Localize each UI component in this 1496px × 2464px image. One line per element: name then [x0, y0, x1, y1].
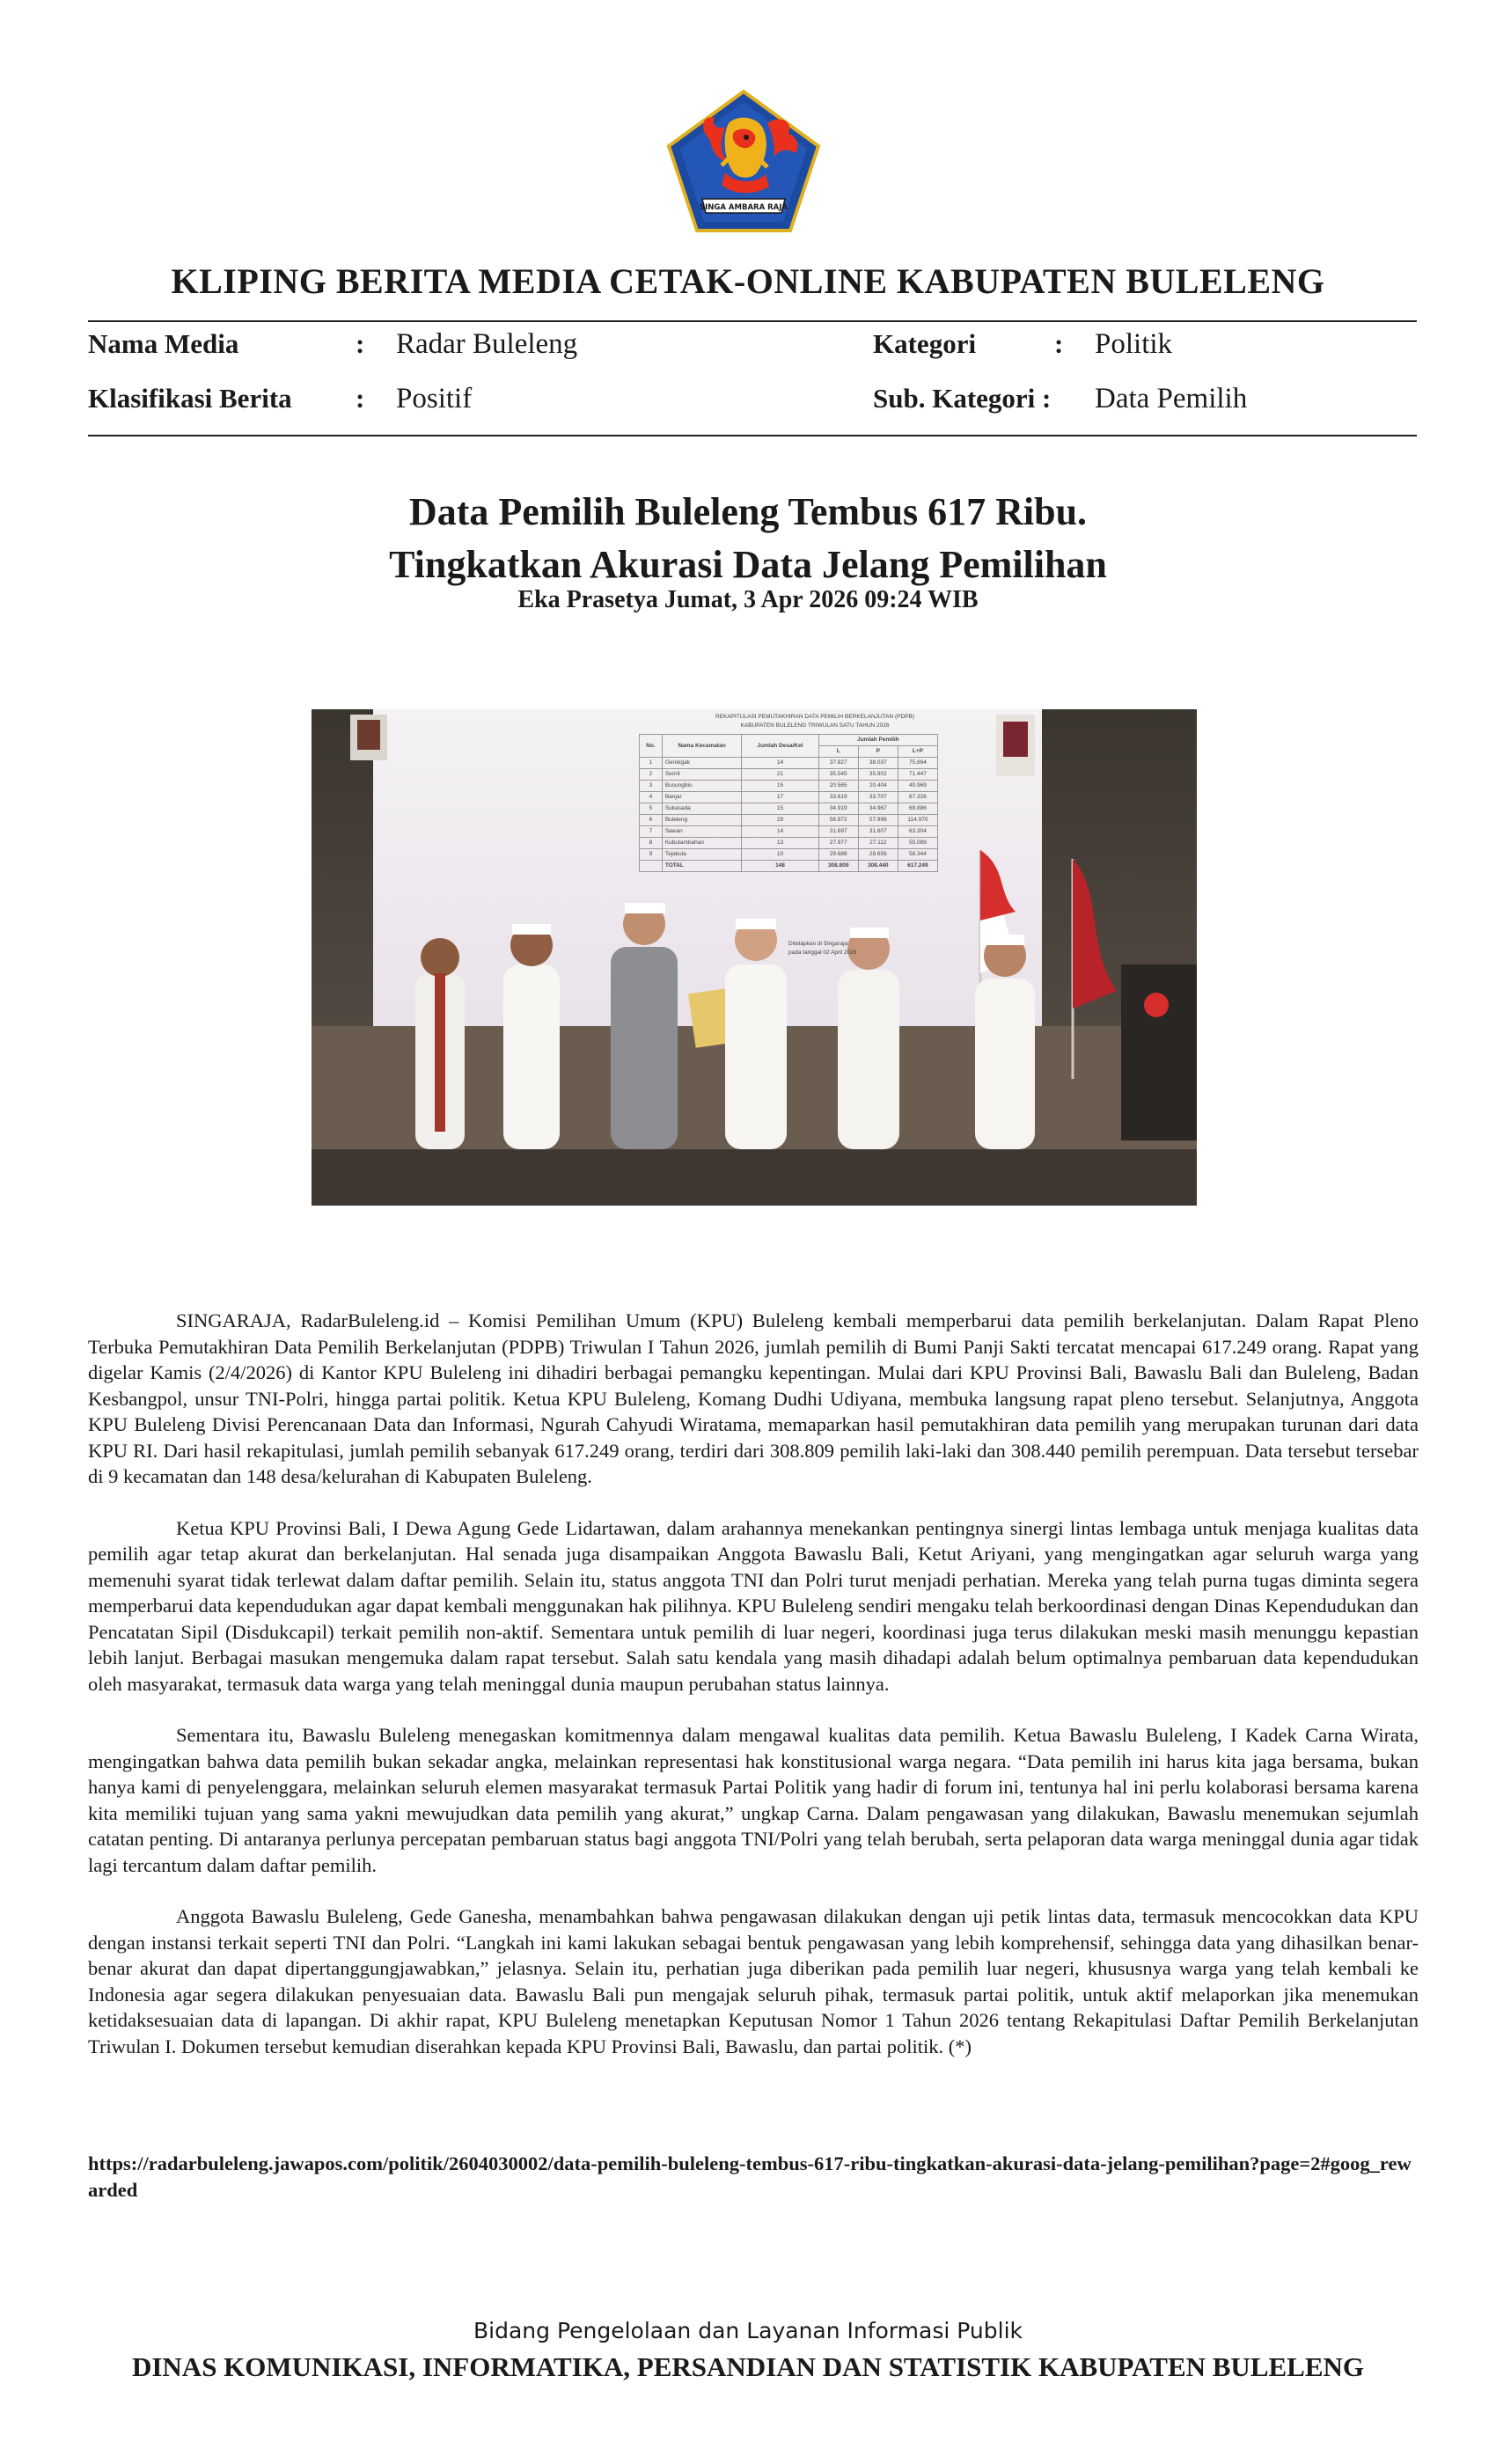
table-body: [640, 758, 938, 872]
klasifikasi-value: Positif: [396, 383, 473, 414]
table-cell: 308.809: [818, 861, 858, 872]
table-cell: 31.607: [858, 826, 898, 838]
table-cell: Sawan: [662, 826, 742, 838]
sub-kategori-label: Sub. Kategori :: [873, 383, 1052, 414]
table-cell: 2: [640, 769, 663, 781]
table-cell: 17: [742, 792, 818, 803]
table-cell: 33.707: [858, 792, 898, 803]
table-total-row: [640, 861, 938, 872]
table-cell: 7: [640, 826, 663, 838]
article-title: [0, 486, 1496, 591]
kategori-separator: :: [1054, 328, 1064, 359]
screen-title-2: KABUPATEN BULELENG TRIWULAN SATU TAHUN 2026: [740, 722, 890, 729]
article-paragraph: Sementara itu, Bawaslu Buleleng menegaskan komitmennya dalam mengawal kualitas data pemilih. Ketua Bawaslu Buleleng, I Kadek Carna Wirata, mengingatkan bahwa data pemilih bukan sekadar angka, melainkan representasi hak konstitusional warga negara. “Data pemilih ini harus kita jaga bersama, bukan hanya kami di penyelenggara, melainkan seluruh elemen masyarakat termasuk Partai Politik yang hadir di forum ini, tentunya hal ini perlu kolaborasi bersama karena kita memiliki tujuan yang sama yakni mewujudkan data pemilih yang akurat,” ungkap Carna. Dalam pengawasan yang dilakukan, Bawaslu menemukan sejumlah catatan penting. Di antaranya perlunya percepatan pembaruan status bagi anggota TNI/Polri yang telah berubah, serta pelaporan data warga meninggal dunia agar tidak lagi tercantum dalam daftar pemilih.: [88, 1724, 1419, 1876]
footer-division: Bidang Pengelolaan dan Layanan Informasi Publik: [473, 2318, 1023, 2343]
table-cell: 9: [640, 849, 663, 861]
table-row: [640, 769, 938, 781]
top-rule: [88, 320, 1417, 322]
table-cell: Tejakula: [662, 849, 742, 861]
table-cell: 1: [640, 758, 663, 769]
table-cell: 34.919: [818, 803, 858, 815]
table-cell: 617.249: [898, 861, 937, 872]
table-cell: 55.089: [898, 838, 937, 849]
article-paragraph: SINGARAJA, RadarBuleleng.id – Komisi Pemilihan Umum (KPU) Buleleng kembali memperbarui data pemilih berkelanjutan. Dalam Rapat Pleno Terbuka Pemutakhiran Data Pemilih Berkelanjutan (PDPB) Triwulan I Tahun 2026, jumlah pemilih di Bumi Panji Sakti tercatat mencapai 617.249 orang. Rapat yang digelar Kamis (2/4/2026) di Kantor KPU Buleleng ini dihadiri berbagai pemangku kepentingan. Mulai dari KPU Provinsi Bali, Bawaslu Bali dan Buleleng, Badan Kesbangpol, unsur TNI-Polri, hingga partai politik. Ketua KPU Buleleng, Komang Dudhi Udiyana, membuka langsung rapat pleno tersebut. Selanjutnya, Anggota KPU Buleleng Divisi Perencanaan Data dan Informasi, Ngurah Cahyudi Wiratama, memaparkan hasil pemutakhiran data pemilih yang merupakan turunan dari data KPU RI. Dari hasil rekapitulasi, jumlah pemilih sebanyak 617.249 orang, terdiri dari 308.809 pemilih laki-laki dan 308.440 pemilih perempuan. Data tersebut tersebar di 9 kecamatan dan 148 desa/kelurahan di Kabupaten Buleleng.: [88, 1309, 1419, 1487]
table-cell: 29: [742, 815, 818, 826]
table-cell: 71.447: [898, 769, 937, 781]
table-cell: [640, 861, 663, 872]
document-title: KLIPING BERITA MEDIA CETAK-ONLINE KABUPATEN BULELENG: [171, 261, 1325, 301]
table-cell: 308.440: [858, 861, 898, 872]
table-cell: 27.977: [818, 838, 858, 849]
table-cell: 56.972: [818, 815, 858, 826]
table-cell: 35.545: [818, 769, 858, 781]
screen-title-1: REKAPITULASI PEMUTAKHIRAN DATA PEMILIH BERKELANJUTAN (PDPB): [715, 714, 914, 720]
table-row: [640, 849, 938, 861]
table-cell: TOTAL: [662, 861, 742, 872]
signature-note-2: pada tanggal 02 April 2026: [788, 950, 857, 956]
table-cell: 57.998: [858, 815, 898, 826]
table-row: [640, 838, 938, 849]
kategori-label: Kategori: [873, 328, 977, 359]
table-cell: 3: [640, 781, 663, 792]
kategori-value: Politik: [1095, 328, 1173, 360]
table-cell: 14: [742, 758, 818, 769]
table-cell: 63.304: [898, 826, 937, 838]
table-cell: 21: [742, 769, 818, 781]
table-cell: Kubutambahan: [662, 838, 742, 849]
klasifikasi-label: Klasifikasi Berita: [88, 383, 292, 414]
table-cell: 114.970: [898, 815, 937, 826]
table-cell: 6: [640, 815, 663, 826]
article-title-line-1: Data Pemilih Buleleng Tembus 617 Ribu.: [408, 490, 1088, 533]
meta-row-klasifikasi: [88, 383, 1417, 422]
table-cell: 20.565: [818, 781, 858, 792]
table-row: [640, 826, 938, 838]
article-title-line-2: Tingkatkan Akurasi Data Jelang Pemilihan: [389, 543, 1107, 586]
media-value: Radar Buleleng: [396, 328, 578, 360]
table-header-no: No.: [640, 735, 663, 758]
table-cell: 34.967: [858, 803, 898, 815]
table-cell: 33.619: [818, 792, 858, 803]
table-cell: 37.827: [818, 758, 858, 769]
table-row: [640, 815, 938, 826]
table-cell: 67.326: [898, 792, 937, 803]
table-header-lp: L+P: [898, 746, 937, 758]
table-cell: 28.656: [858, 849, 898, 861]
emblem-motto: SINGA AMBARA RAJA: [700, 203, 788, 212]
table-row: [640, 803, 938, 815]
table-cell: Seririt: [662, 769, 742, 781]
table-cell: 10: [742, 849, 818, 861]
bottom-rule: [88, 435, 1417, 436]
table-cell: 5: [640, 803, 663, 815]
table-header-group: Jumlah Pemilih: [818, 735, 937, 746]
table-row: [640, 781, 938, 792]
table-cell: 8: [640, 838, 663, 849]
sub-kategori-value: Data Pemilih: [1095, 383, 1248, 414]
table-cell: 40.969: [898, 781, 937, 792]
table-row: [640, 758, 938, 769]
table-cell: Busungbiu: [662, 781, 742, 792]
screen-text: [630, 713, 1000, 956]
footer-agency: DINAS KOMUNIKASI, INFORMATIKA, PERSANDIAN DAN STATISTIK KABUPATEN BULELENG: [131, 2351, 1365, 2382]
table-cell: 69.886: [898, 803, 937, 815]
table-cell: 38.037: [858, 758, 898, 769]
table-cell: 15: [742, 781, 818, 792]
table-cell: 29.688: [818, 849, 858, 861]
buleleng-emblem-logo: [664, 88, 824, 236]
table-cell: 20.404: [858, 781, 898, 792]
meta-row-media: [88, 328, 1417, 367]
table-header-desa: Jumlah Desa/Kel: [742, 735, 818, 758]
table-cell: Gerokgak: [662, 758, 742, 769]
media-separator: :: [356, 328, 365, 359]
table-cell: 31.697: [818, 826, 858, 838]
table-header-l: L: [818, 746, 858, 758]
table-cell: 27.112: [858, 838, 898, 849]
screen-signature: [788, 940, 856, 957]
table-cell: 13: [742, 838, 818, 849]
table-cell: 148: [742, 861, 818, 872]
article-paragraph: Anggota Bawaslu Buleleng, Gede Ganesha, menambahkan bahwa pengawasan dilakukan dengan uji petik lintas data, termasuk mencocokkan data KPU dengan instansi terkait seperti TNI dan Polri. “Langkah ini kami lakukan sebagai bentuk pengawasan yang lebih komprehensif, sehingga data yang dihasilkan benar-benar akurat dan dapat dipertanggungjawabkan,” jelasnya. Selain itu, perhatian juga diberikan pada pemilih luar negeri, khususnya warga yang telah kembali ke Indonesia agar segera dilakukan penyesuaian data. Bawaslu Bali pun mengajak seluruh pihak, termasuk partai politik, untuk aktif melaporkan jika menemukan ketidaksesuaian data di lapangan. Di akhir rapat, KPU Buleleng menetapkan Keputusan Nomor 1 Tahun 2026 tentang Rekapitulasi Daftar Pemilih Berkelanjutan Triwulan I. Dokumen tersebut kemudian diserahkan kepada KPU Provinsi Bali, Bawaslu, dan partai politik. (*): [88, 1905, 1419, 2057]
table-cell: 4: [640, 792, 663, 803]
table-cell: 15: [742, 803, 818, 815]
screen-recap-table: [639, 734, 938, 872]
media-label: Nama Media: [88, 328, 239, 359]
table-cell: Banjar: [662, 792, 742, 803]
table-cell: 35.902: [858, 769, 898, 781]
source-url-link[interactable]: https://radarbuleleng.jawapos.com/politik/2604030002/data-pemilih-buleleng-tembus-617-ribu-tingkatkan-akurasi-data-jelang-pemilihan?page=2#goog_rewarded: [88, 2152, 1412, 2201]
table-cell: 58.344: [898, 849, 937, 861]
table-row: [640, 792, 938, 803]
table-cell: Sukasada: [662, 803, 742, 815]
table-cell: Buleleng: [662, 815, 742, 826]
table-header-kecamatan: Nama Kecamatan: [662, 735, 742, 758]
klasifikasi-separator: :: [356, 383, 365, 414]
table-cell: 75.864: [898, 758, 937, 769]
signature-note-1: Ditetapkan di Singaraja: [788, 941, 848, 947]
article-byline: Eka Prasetya Jumat, 3 Apr 2026 09:24 WIB: [517, 586, 979, 613]
article-paragraph: Ketua KPU Provinsi Bali, I Dewa Agung Gede Lidartawan, dalam arahannya menekankan pentingnya sinergi lintas lembaga untuk menjaga kualitas data pemilih agar tetap akurat dan berkelanjutan. Hal senada juga disampaikan Anggota Bawaslu Bali, Ketut Ariyani, yang mengingatkan agar seluruh warga yang memenuhi syarat tidak terlewat dalam daftar pemilih. Selain itu, status anggota TNI dan Polri turut menjadi perhatian. Mereka yang telah purna tugas diminta segera memperbarui data kependudukan agar dapat kembali menggunakan hak pilihnya. KPU Buleleng sendiri mengaku telah berkoordinasi dengan Dinas Kependudukan dan Pencatatan Sipil (Disdukcapil) terkait pemilih non-aktif. Sementara untuk pemilih di luar negeri, koordinasi juga terus dilakukan meski masih menunggu kepastian lebih lanjut. Berbagai masukan mengemuka dalam rapat tersebut. Salah satu kendala yang masih dihadapi adalah belum optimalnya pembaruan data kependudukan oleh masyarakat, termasuk data warga yang telah meninggal dunia maupun perubahan status lainnya.: [88, 1516, 1419, 1695]
table-cell: 14: [742, 826, 818, 838]
news-photo: [312, 709, 1197, 1206]
article-body: [88, 1308, 1419, 2085]
table-header-p: P: [858, 746, 898, 758]
